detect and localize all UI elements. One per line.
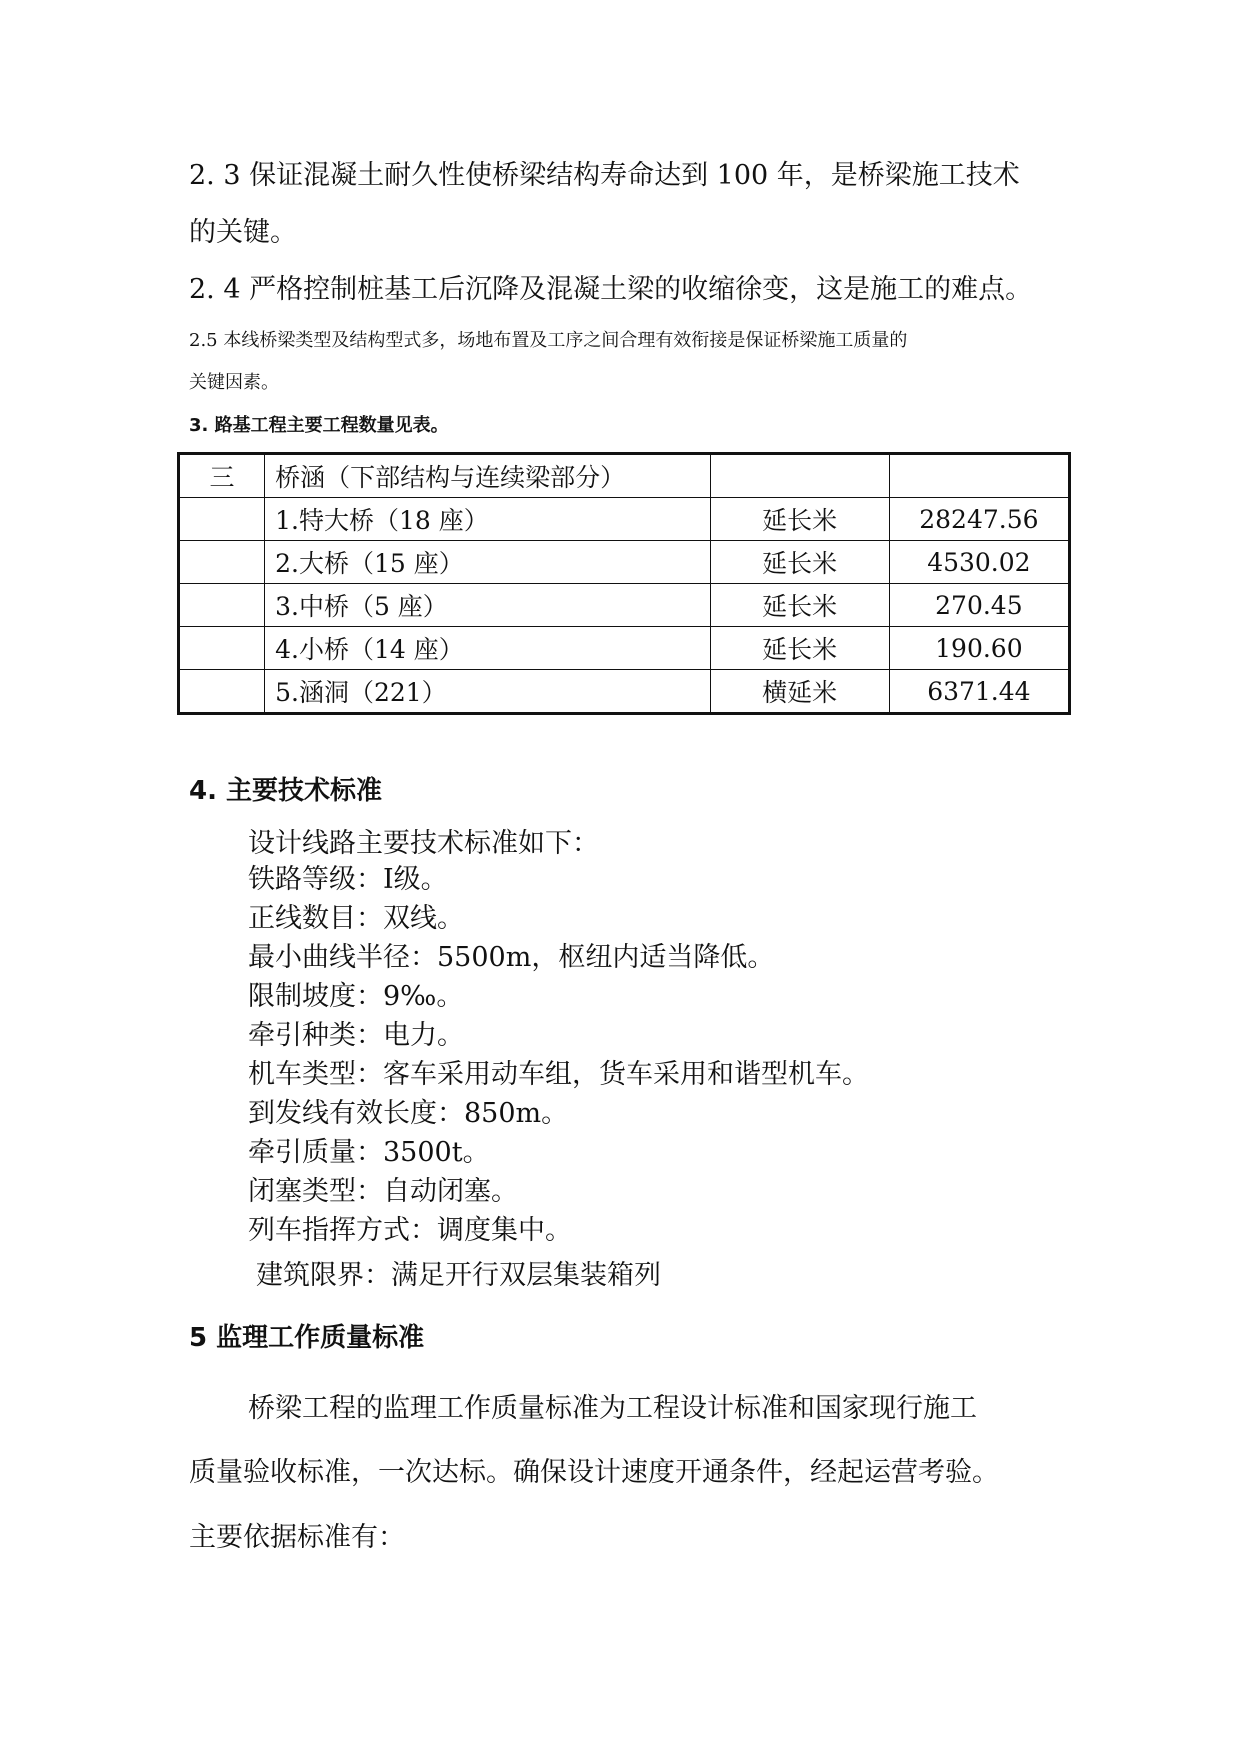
row-unit — [710, 454, 889, 498]
row-number — [179, 498, 265, 541]
row-number — [179, 627, 265, 670]
paragraph-2-3-line1: 2. 3 保证混凝土耐久性使桥梁结构寿命达到 100 年，是桥梁施工技术 — [189, 160, 1020, 191]
standard-item: 正线数目：双线。 — [248, 903, 464, 934]
paragraph-2-5-line2: 关键因素。 — [189, 372, 279, 393]
table-row — [179, 627, 1070, 670]
row-unit: 延长米 — [710, 498, 889, 541]
standard-item: 铁路等级：Ⅰ级。 — [248, 864, 448, 895]
section-3-heading: 3. 路基工程主要工程数量见表。 — [189, 415, 449, 436]
paragraph-2-4: 2. 4 严格控制桩基工后沉降及混凝土梁的收缩徐变，这是施工的难点。 — [189, 274, 1033, 305]
standard-item: 闭塞类型：自动闭塞。 — [248, 1176, 518, 1207]
row-number — [179, 670, 265, 714]
row-item: 桥涵（下部结构与连续梁部分） — [265, 454, 711, 498]
standard-item: 到发线有效长度：850m。 — [248, 1098, 569, 1129]
table-row — [179, 541, 1070, 584]
row-unit: 横延米 — [710, 670, 889, 714]
paragraph-2-3-line2: 的关键。 — [189, 217, 297, 248]
standard-item: 机车类型：客车采用动车组，货车采用和谐型机车。 — [248, 1059, 869, 1090]
row-item: 5.涵洞（221） — [265, 670, 711, 714]
row-quantity — [889, 454, 1069, 498]
section-5-line1: 桥梁工程的监理工作质量标准为工程设计标准和国家现行施工 — [248, 1393, 977, 1424]
row-quantity: 6371.44 — [889, 670, 1069, 714]
standard-item: 限制坡度：9‰。 — [248, 981, 464, 1012]
standards-intro: 设计线路主要技术标准如下： — [248, 828, 599, 859]
standard-item: 牵引质量：3500t。 — [248, 1137, 490, 1168]
row-quantity: 190.60 — [889, 627, 1069, 670]
standard-item: 牵引种类：电力。 — [248, 1020, 464, 1051]
row-number: 三 — [179, 454, 265, 498]
standard-item: 最小曲线半径：5500m，枢纽内适当降低。 — [248, 942, 775, 973]
standard-item: 列车指挥方式：调度集中。 — [248, 1215, 572, 1246]
row-item: 4.小桥（14 座） — [265, 627, 711, 670]
section-5-heading: 5 监理工作质量标准 — [189, 1323, 425, 1353]
table-row — [179, 498, 1070, 541]
row-number — [179, 584, 265, 627]
quantity-table — [177, 452, 1071, 715]
row-item: 1.特大桥（18 座） — [265, 498, 711, 541]
row-quantity: 270.45 — [889, 584, 1069, 627]
row-number — [179, 541, 265, 584]
table-row — [179, 670, 1070, 714]
row-item: 3.中桥（5 座） — [265, 584, 711, 627]
row-item: 2.大桥（15 座） — [265, 541, 711, 584]
row-quantity: 28247.56 — [889, 498, 1069, 541]
paragraph-2-5-line1: 2.5 本线桥梁类型及结构型式多，场地布置及工序之间合理有效衔接是保证桥梁施工质量的 — [189, 330, 908, 351]
section-5-line2: 质量验收标准，一次达标。确保设计速度开通条件，经起运营考验。 — [189, 1457, 999, 1488]
table-row — [179, 454, 1070, 498]
row-unit: 延长米 — [710, 584, 889, 627]
table-row — [179, 584, 1070, 627]
row-unit: 延长米 — [710, 541, 889, 584]
standard-clearance: 建筑限界：满足开行双层集装箱列 — [256, 1260, 661, 1291]
row-unit: 延长米 — [710, 627, 889, 670]
section-5-line3: 主要依据标准有： — [189, 1522, 405, 1553]
section-4-heading: 4. 主要技术标准 — [189, 776, 383, 806]
row-quantity: 4530.02 — [889, 541, 1069, 584]
